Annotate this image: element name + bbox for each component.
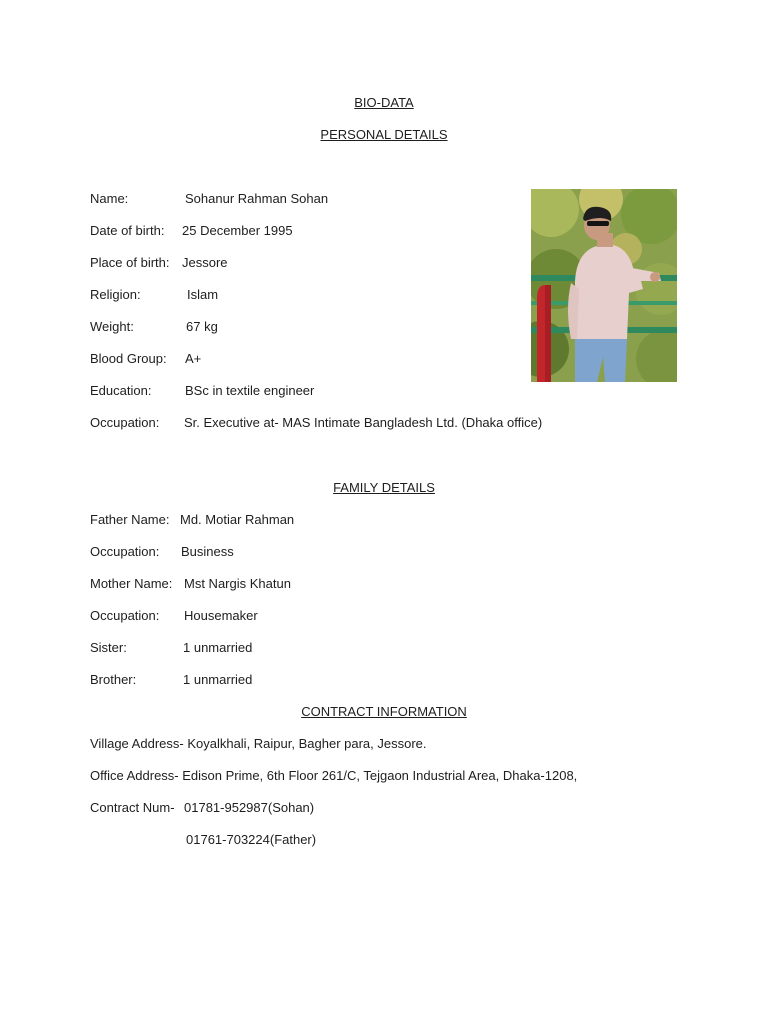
field-value: BSc in textile engineer (185, 383, 315, 398)
office-address: Office Address- Edison Prime, 6th Floor 261/C, Tejgaon Industrial Area, Dhaka-1208, (90, 768, 578, 783)
profile-photo (531, 189, 677, 382)
document-title: BIO-DATA (354, 95, 414, 110)
field-label: Occupation: (90, 544, 160, 559)
contact-number-secondary: 01761-703224(Father) (186, 832, 317, 847)
field-label: Place of birth: (90, 255, 170, 270)
field-label: Father Name: (90, 512, 170, 527)
field-label: Date of birth: (90, 223, 165, 238)
field-label: Brother: (90, 672, 137, 687)
field-value: Sohanur Rahman Sohan (185, 191, 329, 206)
field-label: Religion: (90, 287, 141, 302)
field-label: Occupation: (90, 415, 160, 430)
field-value: 1 unmarried (183, 672, 253, 687)
field-value: Sr. Executive at- MAS Intimate Bangladesh Ltd. (Dhaka office) (184, 415, 543, 430)
contact-number-label: Contract Num- (90, 800, 175, 815)
field-value: 25 December 1995 (182, 223, 293, 238)
contact-number-primary: 01781-952987(Sohan) (184, 800, 315, 815)
field-label: Sister: (90, 640, 127, 655)
field-value: Mst Nargis Khatun (184, 576, 291, 591)
field-value: Housemaker (184, 608, 258, 623)
field-value: Md. Motiar Rahman (180, 512, 295, 527)
field-value: Islam (187, 287, 219, 302)
field-label: Education: (90, 383, 152, 398)
field-label: Occupation: (90, 608, 160, 623)
personal-details-heading: PERSONAL DETAILS (320, 127, 448, 142)
field-label: Name: (90, 191, 129, 206)
field-value: 67 kg (186, 319, 218, 334)
field-label: Weight: (90, 319, 134, 334)
field-value: A+ (185, 351, 202, 366)
field-value: Jessore (182, 255, 228, 270)
contact-information-heading: CONTRACT INFORMATION (301, 704, 467, 719)
field-label: Mother Name: (90, 576, 173, 591)
village-address: Village Address- Koyalkhali, Raipur, Bagher para, Jessore. (90, 736, 427, 751)
field-value: 1 unmarried (183, 640, 253, 655)
family-details-heading: FAMILY DETAILS (333, 480, 435, 495)
field-value: Business (181, 544, 234, 559)
field-label: Blood Group: (90, 351, 167, 366)
